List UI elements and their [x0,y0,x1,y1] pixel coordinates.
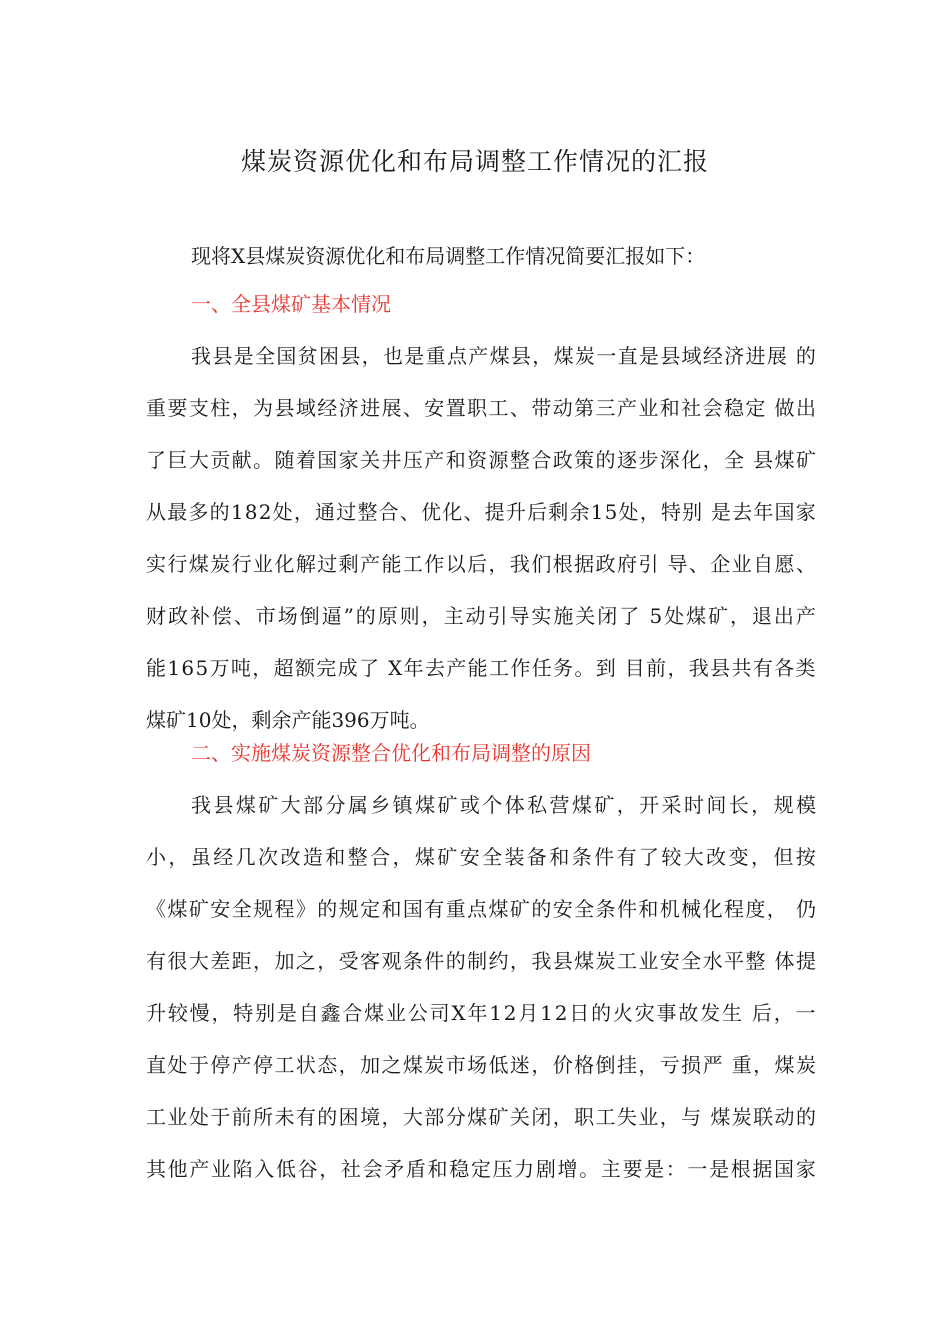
paragraph-line: 我 县 煤 矿 大 部 分 属 乡 镇 煤 矿 或 个 体 私 营 煤 矿 ， 开 采 时 间 长 ， 规 模 [191,793,816,817]
paragraph-line: 直 处 于 停 产 停 工 状 态 ， 加 之 煤 炭 市 场 低 迷 ， 价 格 倒 挂 ， 亏 损 严 重 ， 煤 炭 [146,1053,816,1077]
paragraph-line: 升 较 慢 ， 特 别 是 自 鑫 合 煤 业 公 司 X 年 1 2 月 1 2 日 的 火 灾 事 故 发 生 后 ， 一 [146,1001,816,1025]
paragraph-line: 重 要 支 柱 ， 为 县 域 经 济 进 展 、 安 置 职 工 、 带 动 第 三 产 业 和 社 会 稳 定 做 出 [146,396,816,420]
section-heading-2: 二、实施煤炭资源整合优化和布局调整的原因 [191,741,591,765]
paragraph-line: 工 业 处 于 前 所 未 有 的 困 境 ， 大 部 分 煤 矿 关 闭 ， 职 工 失 业 ， 与 煤 炭 联 动 的 [146,1105,816,1129]
paragraph-line: 从 最 多 的 1 8 2 处 ， 通 过 整 合 、 优 化 、 提 升 后 剩 余 1 5 处 ， 特 别 是 去 年 国 家 [146,500,816,524]
section-heading-1: 一、全县煤矿基本情况 [191,292,391,316]
section-1-paragraph [146,336,816,752]
paragraph-line: 能 1 6 5 万 吨 ， 超 额 完 成 了 X 年 去 产 能 工 作 任 务 。 到 目 前 ， 我 县 共 有 各 类 [146,656,816,680]
paragraph-line: 有 很 大 差 距 ， 加 之 ， 受 客 观 条 件 的 制 约 ， 我 县 煤 炭 工 业 安 全 水 平 整 体 提 [146,949,816,973]
paragraph-line: 《 煤 矿 安 全 规 程 》 的 规 定 和 国 有 重 点 煤 矿 的 安 全 条 件 和 机 械 化 程 度 ， 仍 [146,897,816,921]
paragraph-line: 我 县 是 全 国 贫 困 县 ， 也 是 重 点 产 煤 县 ， 煤 炭 一 直 是 县 域 经 济 进 展 的 [191,344,816,368]
paragraph-line: 财 政 补 偿 、 市 场 倒 逼 ” 的 原 则 ， 主 动 引 导 实 施 关 闭 了 5 处 煤 矿 ， 退 出 产 [146,604,816,628]
section-2-paragraph [146,785,816,1201]
paragraph-line: 了 巨 大 贡 献 。 随 着 国 家 关 井 压 产 和 资 源 整 合 政 策 的 逐 步 深 化 ， 全 县 煤 矿 [146,448,816,472]
paragraph-line: 其 他 产 业 陷 入 低 谷 ， 社 会 矛 盾 和 稳 定 压 力 剧 增 。 主 要 是 ： 一 是 根 据 国 家 [146,1157,816,1181]
document-title: 煤炭资源优化和布局调整工作情况的汇报 [240,147,709,176]
paragraph-line: 小 ， 虽 经 几 次 改 造 和 整 合 ， 煤 矿 安 全 装 备 和 条 件 有 了 较 大 改 变 ， 但 按 [146,845,816,869]
intro-paragraph: 现将X县煤炭资源优化和布局调整工作情况简要汇报如下： [191,244,706,268]
paragraph-line: 实 行 煤 炭 行 业 化 解 过 剩 产 能 工 作 以 后 ， 我 们 根 据 政 府 引 导 、 企 业 自 愿 、 [146,552,816,576]
paragraph-line: 煤矿10处，剩余产能396万吨。 [146,708,430,732]
